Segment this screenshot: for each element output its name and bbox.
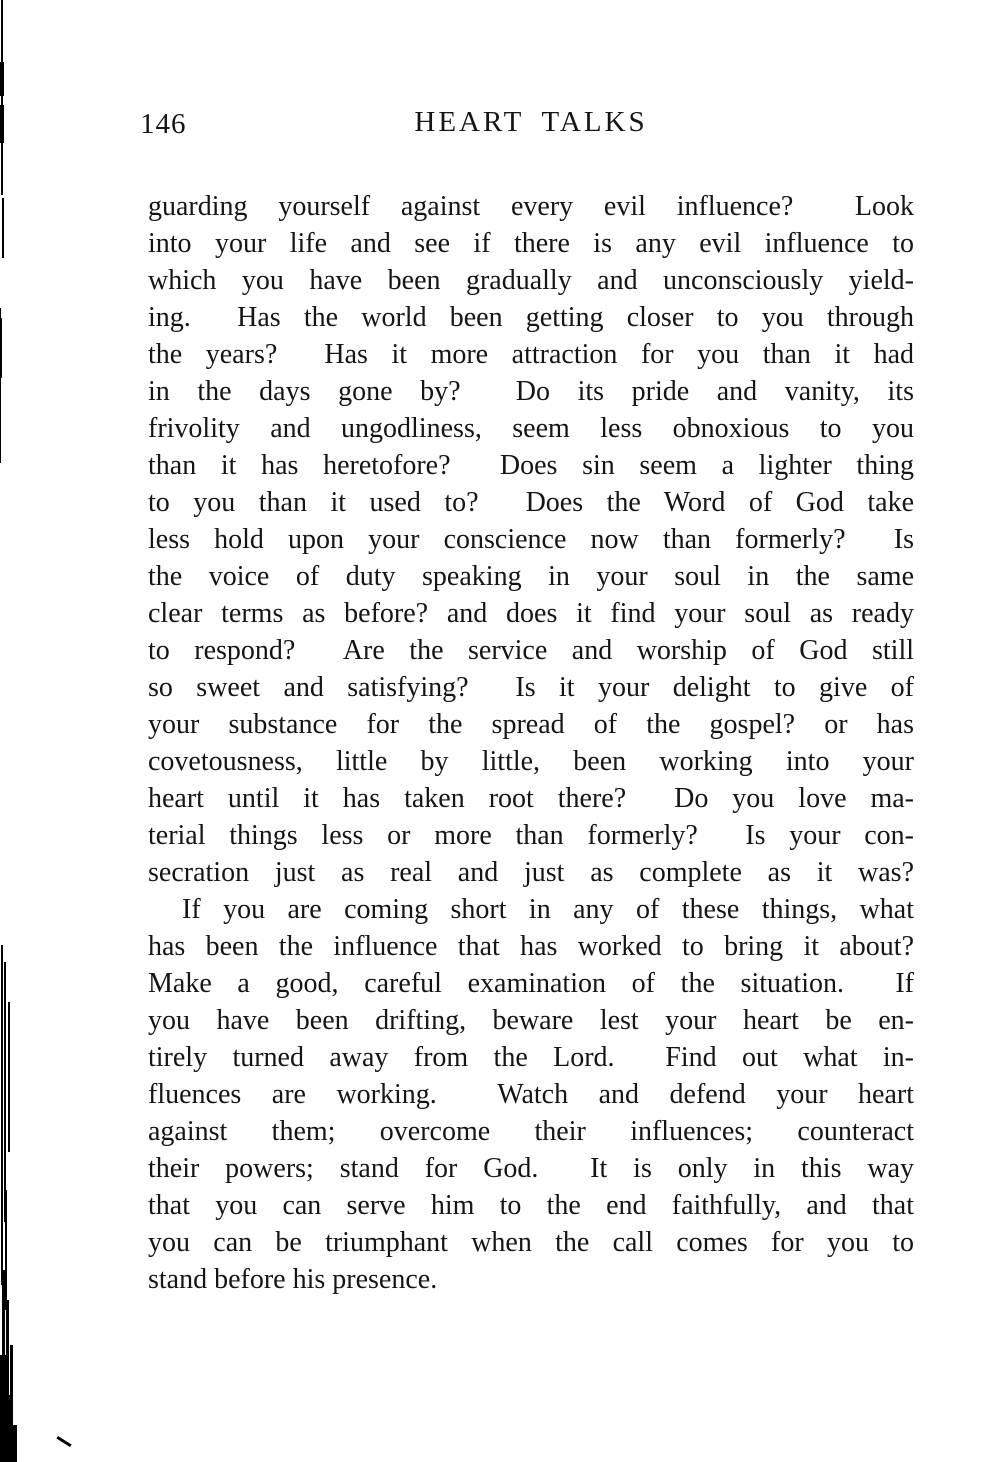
text-line: you can be triumphant when the call comes for you to [148, 1227, 914, 1258]
text-line: in the days gone by? Do its pride and vanity, its [148, 376, 914, 407]
text-column [140, 106, 914, 1298]
scan-artifact [1, 143, 3, 195]
text-line: you have been drifting, beware lest your heart be en- [148, 1005, 914, 1036]
text-line: to respond? Are the service and worship of God still [148, 635, 914, 666]
text-line: the years? Has it more attraction for you than it had [148, 339, 914, 370]
text-line: less hold upon your conscience now than formerly? Is [148, 524, 914, 555]
text-line: clear terms as before? and does it find your soul as ready [148, 598, 914, 629]
scan-artifact [8, 1002, 10, 1152]
paragraph-2 [148, 891, 914, 1298]
text-line: the voice of duty speaking in your soul in the same [148, 561, 914, 592]
text-line: has been the influence that has worked to bring it about? [148, 931, 914, 962]
scan-artifact [12, 1425, 17, 1462]
text-line: against them; overcome their influences; counteract [148, 1116, 914, 1147]
running-head-title: HEART TALKS [414, 106, 648, 138]
scan-artifact [5, 1190, 7, 1310]
page-header [140, 106, 914, 146]
text-line: frivolity and ungodliness, seem less obnoxious to you [148, 413, 914, 444]
paragraph-1 [148, 188, 914, 891]
text-line: terial things less or more than formerly? Is your con- [148, 820, 914, 851]
scan-artifact [0, 105, 4, 143]
text-line: than it has heretofore? Does sin seem a lighter thing [148, 450, 914, 481]
scan-artifact [2, 198, 4, 258]
text-line: their powers; stand for God. It is only in this way [148, 1153, 914, 1184]
text-line: ing. Has the world been getting closer to you through [148, 302, 914, 333]
text-line: into your life and see if there is any evil influence to [148, 228, 914, 259]
text-line: to you than it used to? Does the Word of God take [148, 487, 914, 518]
text-line: stand before his presence. [148, 1264, 438, 1295]
body-text [148, 188, 914, 1298]
text-line: If you are coming short in any of these things, what [182, 894, 914, 925]
scan-artifact [1, 318, 2, 378]
text-line: fluences are working. Watch and defend your heart [148, 1079, 914, 1110]
text-line: Make a good, careful examination of the situation. If [148, 968, 914, 999]
text-line: so sweet and satisfying? Is it your delight to give of [148, 672, 914, 703]
scan-artifact [56, 1436, 71, 1447]
text-line: heart until it has taken root there? Do you love ma- [148, 783, 914, 814]
text-line: your substance for the spread of the gospel? or has [148, 709, 914, 740]
text-line: that you can serve him to the end faithfully, and that [148, 1190, 914, 1221]
text-line: guarding yourself against every evil influence? Look [148, 191, 914, 222]
scan-artifact [4, 962, 6, 1222]
page-number: 146 [140, 108, 187, 140]
scan-artifact [0, 62, 4, 96]
text-line: which you have been gradually and unconsciously yield- [148, 265, 914, 296]
text-line: covetousness, little by little, been working into your [148, 746, 914, 777]
text-line: tirely turned away from the Lord. Find out what in- [148, 1042, 914, 1073]
scan-artifact [1, 945, 3, 1285]
text-line: secration just as real and just as complete as it was? [148, 857, 914, 888]
